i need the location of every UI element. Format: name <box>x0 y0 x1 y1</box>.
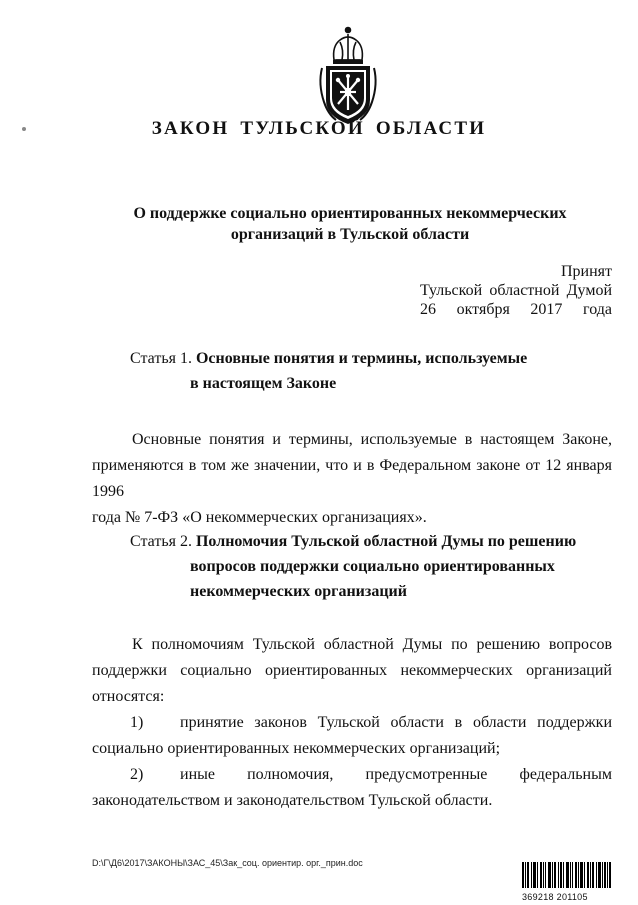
adoption-block <box>420 262 612 319</box>
list-item-number: 1) <box>130 714 144 731</box>
article-2-heading <box>130 529 576 604</box>
article-2-label: Статья 2. <box>130 533 192 550</box>
article-2-title-cont: некоммерческих организаций <box>190 583 407 600</box>
date-suffix: года <box>583 301 612 318</box>
date-day: 26 <box>420 301 436 318</box>
text-line: Основные понятия и термины, используемые в настоящем Законе, <box>132 431 612 448</box>
list-item-1-first-line <box>92 710 612 736</box>
file-path-footer: D:\Г\Д6\2017\ЗАКОНЫ\ЗАС_45\Зак_соц. ориентир. орг._прин.doc <box>92 858 363 868</box>
article-2-title: Полномочия Тульской областной Думы по решению <box>195 533 577 550</box>
adopted-by-line <box>420 281 612 300</box>
list-word: полномочия, <box>247 766 334 783</box>
text-line: социально ориентированных некоммерческих организаций; <box>92 740 501 757</box>
date-month: октября <box>456 301 510 318</box>
list-item-text: принятие законов Тульской области в области поддержки <box>180 714 612 731</box>
list-word: федеральным <box>519 766 612 783</box>
article-1-text <box>92 427 612 531</box>
article-1-title: Основные понятия и термины, используемые <box>195 350 528 367</box>
text-line: относятся: <box>92 688 165 705</box>
list-item-2-first-line <box>92 762 612 788</box>
date-year: 2017 <box>530 301 563 318</box>
article-2-title-cont: вопросов поддержки социально ориентированных <box>190 558 555 575</box>
subtitle-line: О поддержке социально ориентированных некоммерческих <box>133 205 567 222</box>
adopted-label: Принят <box>560 263 612 280</box>
text-line: применяются в том же значении, что и в Федеральном законе от 12 января 1996 <box>92 457 612 500</box>
barcode <box>522 862 612 902</box>
list-word: иные <box>180 766 215 783</box>
coat-of-arms-emblem <box>314 24 382 128</box>
text-line: К полномочиям Тульской областной Думы по решению вопросов <box>132 636 612 653</box>
adopted-word: областной <box>489 282 560 299</box>
law-title: ЗАКОН ТУЛЬСКОЙ ОБЛАСТИ <box>151 118 487 139</box>
text-line: законодательством и законодательством Тульской области. <box>92 792 493 809</box>
barcode-number: 369218 201105 <box>522 892 588 902</box>
article-1-heading <box>130 346 527 396</box>
list-item-number: 2) <box>130 766 144 783</box>
adopted-word: Тульской <box>420 282 483 299</box>
list-item-text <box>180 762 612 788</box>
text-line: года № 7-ФЗ «О некоммерческих организациях». <box>92 509 427 526</box>
adopted-word: Думой <box>566 282 612 299</box>
barcode-bars <box>522 862 612 888</box>
article-1-title-cont: в настоящем Законе <box>190 375 337 392</box>
article-2-text <box>92 632 612 814</box>
adoption-date-line <box>420 300 612 319</box>
list-word: предусмотренные <box>365 766 488 783</box>
article-1-label: Статья 1. <box>130 350 192 367</box>
subtitle-line: организаций в Тульской области <box>230 226 470 243</box>
law-subtitle <box>120 203 580 245</box>
text-line: поддержки социально ориентированных некоммерческих организаций <box>92 662 612 679</box>
